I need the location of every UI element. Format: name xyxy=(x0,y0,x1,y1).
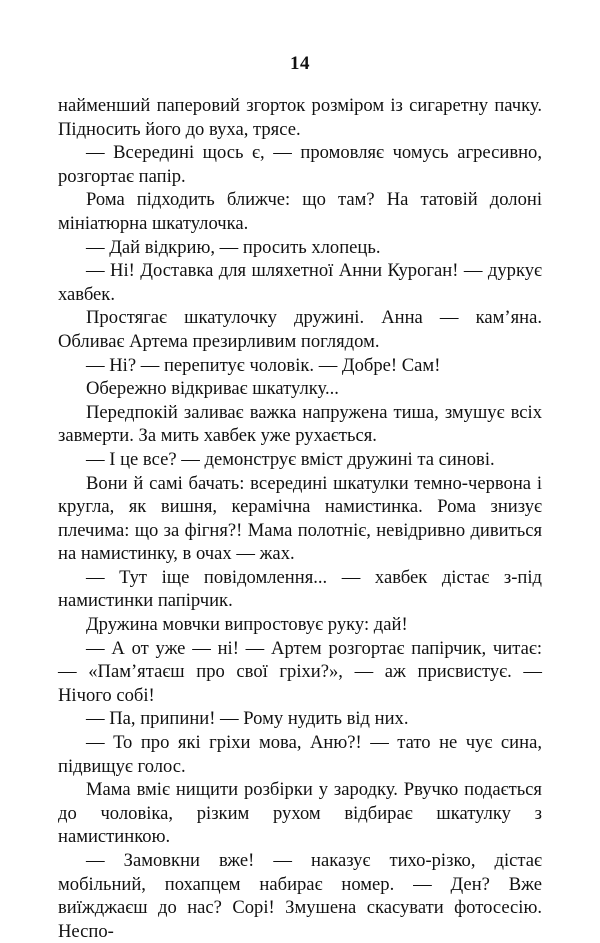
paragraph: Вони й самі бачать: всередині шкатулки темно-червона і кругла, як вишня, керамічна намистинка. Рома знизує плечима: що за фігня?! Мама полотніє, невідривно дивиться на намистинку, в очах — жах. xyxy=(58,472,542,565)
paragraph: — І це все? — демонструє вміст дружині та синові. xyxy=(86,448,495,470)
paragraph: Рома підходить ближче: що там? На татовій долоні мініатюрна шкатулочка. xyxy=(58,189,542,234)
paragraph: — Па, припини! — Рому нудить від них. xyxy=(86,708,409,730)
paragraph: — То про які гріхи мова, Аню?! — тато не чує сина, підвищує голос. xyxy=(58,732,542,777)
paragraph: — А от уже — ні! — Артем розгортає папірчик, читає: — «Пам’ятаєш про свої гріхи?», — аж присвистує. — Нічого собі! xyxy=(58,637,542,706)
paragraph: найменший паперовий згорток розміром із сигаретну пачку. Підносить його до вуха, трясе. xyxy=(58,95,542,140)
paragraph: — Тут іще повідомлення... — хавбек дістає з-під намистинки папірчик. xyxy=(58,566,542,612)
page-number: 14 xyxy=(290,53,310,74)
page-body-text xyxy=(58,94,542,943)
paragraph: Обережно відкриває шкатулку... xyxy=(86,378,339,400)
paragraph: — Всередині щось є, — промовляє чомусь агресивно, розгортає папір. xyxy=(58,142,542,187)
paragraph: Передпокій заливає важка напружена тиша, змушує всіх завмерти. За мить хавбек уже рухається. xyxy=(58,401,542,447)
paragraph: Мама вміє нищити розбірки у зародку. Рвучко подається до чоловіка, різким рухом відбирає шкатулку з намистинкою. xyxy=(58,779,542,848)
paragraph: Дружина мовчки випростовує руку: дай! xyxy=(86,614,408,636)
paragraph: — Дай відкрию, — просить хлопець. xyxy=(86,236,381,258)
paragraph: Простягає шкатулочку дружині. Анна — кам’яна. Обливає Артема презирливим поглядом. xyxy=(58,307,542,352)
paragraph: — Ні! Доставка для шляхетної Анни Куроган! — дуркує хавбек. xyxy=(58,260,542,305)
paragraph: — Замовкни вже! — наказує тихо-різко, дістає мобільний, похапцем набирає номер. — Ден? Вже виїжджаєш до нас? Сорі! Змушена скасувати фотосесію. Неспо- xyxy=(58,850,542,942)
paragraph: — Ні? — перепитує чоловік. — Добре! Сам! xyxy=(86,354,441,376)
